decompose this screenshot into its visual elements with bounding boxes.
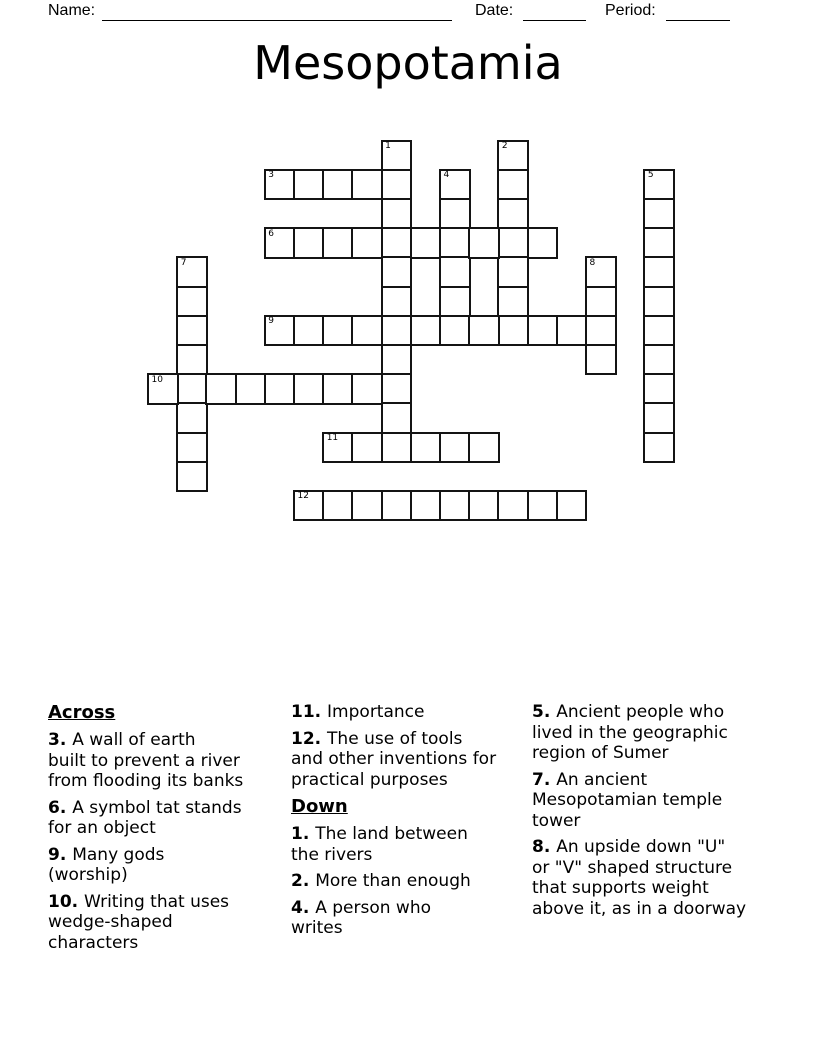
grid-cell[interactable] xyxy=(176,315,208,347)
grid-cell[interactable] xyxy=(527,490,559,522)
cell-number: 11 xyxy=(326,433,339,443)
down-heading: Down xyxy=(291,796,348,817)
clue-text: The use of tools and other inventions for practical purposes xyxy=(291,728,497,790)
cell-number: 10 xyxy=(151,374,163,385)
grid-cell[interactable] xyxy=(381,344,413,376)
grid-cell[interactable] xyxy=(497,490,529,522)
grid-cell[interactable] xyxy=(176,344,208,376)
grid-cell[interactable] xyxy=(381,256,413,288)
clue-down-7 xyxy=(532,770,780,832)
grid-cell[interactable] xyxy=(410,315,442,347)
grid-cell[interactable] xyxy=(322,169,354,201)
grid-cell[interactable] xyxy=(147,373,179,405)
clue-text: Ancient people who lived in the geographic region of Sumer xyxy=(532,702,728,763)
grid-cell[interactable] xyxy=(643,402,675,434)
grid-cell[interactable] xyxy=(322,227,354,259)
grid-cell[interactable] xyxy=(205,373,237,405)
cell-number: 9 xyxy=(268,316,275,327)
grid-cell[interactable] xyxy=(468,315,500,347)
grid-cell[interactable] xyxy=(497,286,529,318)
grid-cell[interactable] xyxy=(176,432,208,464)
grid-cell[interactable] xyxy=(439,227,471,259)
grid-cell[interactable] xyxy=(381,169,413,201)
grid-cell[interactable] xyxy=(439,286,471,318)
grid-cell[interactable] xyxy=(264,315,296,347)
cell-number: 8 xyxy=(589,257,596,268)
name-blank-line[interactable] xyxy=(102,2,452,21)
grid-cell[interactable] xyxy=(176,256,208,288)
grid-cell[interactable] xyxy=(381,140,413,172)
grid-cell[interactable] xyxy=(381,227,413,259)
page-title: Mesopotamia xyxy=(253,36,563,90)
clue-text: Writing that uses wedge-shaped characters xyxy=(48,891,230,953)
clue-text: An ancient Mesopotamian temple tower xyxy=(532,769,723,831)
grid-cell[interactable] xyxy=(293,169,325,201)
clue-number: 11. xyxy=(291,702,328,722)
grid-cell[interactable] xyxy=(322,315,354,347)
date-blank-line[interactable] xyxy=(523,2,586,21)
clue-number: 9. xyxy=(48,844,73,865)
grid-cell[interactable] xyxy=(176,373,208,405)
clue-number: 12. xyxy=(291,728,328,749)
clue-text: More than enough xyxy=(315,871,471,891)
clue-number: 8. xyxy=(532,837,557,857)
clue-number: 7. xyxy=(532,769,557,790)
grid-cell[interactable] xyxy=(322,373,354,405)
grid-cell[interactable] xyxy=(439,432,471,464)
grid-cell[interactable] xyxy=(497,227,529,259)
grid-cell[interactable] xyxy=(410,432,442,464)
grid-cell[interactable] xyxy=(264,227,296,259)
clue-text: An upside down "U" or "V" shaped structure that supports weight above it, as in a doorway xyxy=(532,837,747,919)
grid-cell[interactable] xyxy=(556,315,588,347)
grid-cell[interactable] xyxy=(381,432,413,464)
clue-text: Many gods (worship) xyxy=(48,844,165,885)
grid-cell[interactable] xyxy=(643,315,675,347)
grid-cell[interactable] xyxy=(643,256,675,288)
cell-number: 1 xyxy=(385,141,391,151)
grid-cell[interactable] xyxy=(643,344,675,376)
grid-cell[interactable] xyxy=(293,490,325,522)
grid-cell[interactable] xyxy=(351,373,383,405)
grid-cell[interactable] xyxy=(293,315,325,347)
clue-text: The land between the rivers xyxy=(291,824,468,865)
period-blank-line[interactable] xyxy=(666,2,730,21)
clue-number: 1. xyxy=(291,824,316,844)
across-heading: Across xyxy=(48,702,116,723)
grid-cell[interactable] xyxy=(235,373,267,405)
date-label: Date: xyxy=(475,2,514,19)
grid-cell[interactable] xyxy=(293,227,325,259)
grid-cell[interactable] xyxy=(556,490,588,522)
grid-cell[interactable] xyxy=(527,227,559,259)
grid-cell[interactable] xyxy=(351,432,383,464)
cell-number: 5 xyxy=(647,170,654,181)
grid-cell[interactable] xyxy=(439,169,471,201)
grid-cell[interactable] xyxy=(527,315,559,347)
grid-cell[interactable] xyxy=(643,373,675,405)
cell-number: 6 xyxy=(268,228,275,239)
worksheet-header xyxy=(0,0,816,26)
grid-cell[interactable] xyxy=(264,373,296,405)
grid-cell[interactable] xyxy=(381,315,413,347)
clue-across-3 xyxy=(48,730,290,792)
clue-text: A symbol tat stands for an object xyxy=(48,797,242,838)
cell-number: 7 xyxy=(180,257,187,268)
cell-number: 12 xyxy=(297,491,309,502)
grid-cell[interactable] xyxy=(351,227,383,259)
grid-cell[interactable] xyxy=(439,315,471,347)
grid-cell[interactable] xyxy=(322,432,354,464)
grid-cell[interactable] xyxy=(410,490,442,522)
grid-cell[interactable] xyxy=(585,286,617,318)
grid-cell[interactable] xyxy=(381,490,413,522)
grid-cell[interactable] xyxy=(176,286,208,318)
grid-cell[interactable] xyxy=(176,402,208,434)
grid-cell[interactable] xyxy=(351,169,383,201)
grid-cell[interactable] xyxy=(468,490,500,522)
grid-cell[interactable] xyxy=(497,198,529,230)
clue-number: 4. xyxy=(291,897,316,918)
grid-cell[interactable] xyxy=(264,169,296,201)
clue-down-5 xyxy=(532,702,780,764)
clue-across-6 xyxy=(48,798,290,839)
clues-column-middle xyxy=(291,702,529,945)
period-label: Period: xyxy=(605,2,656,19)
cell-number: 2 xyxy=(501,141,508,151)
cell-number: 3 xyxy=(268,170,275,181)
name-label: Name: xyxy=(48,2,96,19)
clue-number: 5. xyxy=(532,702,557,722)
grid-cell[interactable] xyxy=(439,490,471,522)
grid-cell[interactable] xyxy=(468,432,500,464)
clue-down-1 xyxy=(291,824,529,865)
clue-text: A person who writes xyxy=(291,897,432,938)
grid-cell[interactable] xyxy=(585,256,617,288)
grid-cell[interactable] xyxy=(293,373,325,405)
clue-number: 6. xyxy=(48,797,73,818)
clue-number: 2. xyxy=(291,871,316,891)
grid-cell[interactable] xyxy=(497,140,529,172)
grid-cell[interactable] xyxy=(497,169,529,201)
grid-cell[interactable] xyxy=(176,461,208,493)
grid-cell[interactable] xyxy=(497,315,529,347)
cell-number: 4 xyxy=(443,170,450,181)
clue-number: 3. xyxy=(48,730,73,750)
grid-cell[interactable] xyxy=(585,315,617,347)
grid-cell[interactable] xyxy=(643,432,675,464)
clue-down-4 xyxy=(291,898,529,939)
grid-cell[interactable] xyxy=(322,490,354,522)
grid-cell[interactable] xyxy=(643,198,675,230)
grid-cell[interactable] xyxy=(381,402,413,434)
grid-cell[interactable] xyxy=(351,490,383,522)
grid-cell[interactable] xyxy=(468,227,500,259)
grid-cell[interactable] xyxy=(381,286,413,318)
clue-across-11 xyxy=(291,702,529,723)
grid-cell[interactable] xyxy=(643,169,675,201)
grid-cell[interactable] xyxy=(585,344,617,376)
grid-cell[interactable] xyxy=(410,227,442,259)
grid-cell[interactable] xyxy=(643,227,675,259)
grid-cell[interactable] xyxy=(439,256,471,288)
grid-cell[interactable] xyxy=(381,373,413,405)
grid-cell[interactable] xyxy=(351,315,383,347)
grid-cell[interactable] xyxy=(381,198,413,230)
clue-down-2 xyxy=(291,871,529,892)
grid-cell[interactable] xyxy=(439,198,471,230)
clue-text: Importance xyxy=(327,702,425,722)
clue-text: A wall of earth built to prevent a river from flooding its banks xyxy=(48,730,244,791)
clues-column-right xyxy=(532,702,780,925)
clue-across-9 xyxy=(48,845,290,886)
grid-cell[interactable] xyxy=(643,286,675,318)
clue-across-10 xyxy=(48,892,290,954)
clue-down-8 xyxy=(532,837,780,919)
grid-cell[interactable] xyxy=(497,256,529,288)
clue-number: 10. xyxy=(48,891,85,912)
clues-column-left xyxy=(48,702,290,959)
clue-across-12 xyxy=(291,729,529,791)
